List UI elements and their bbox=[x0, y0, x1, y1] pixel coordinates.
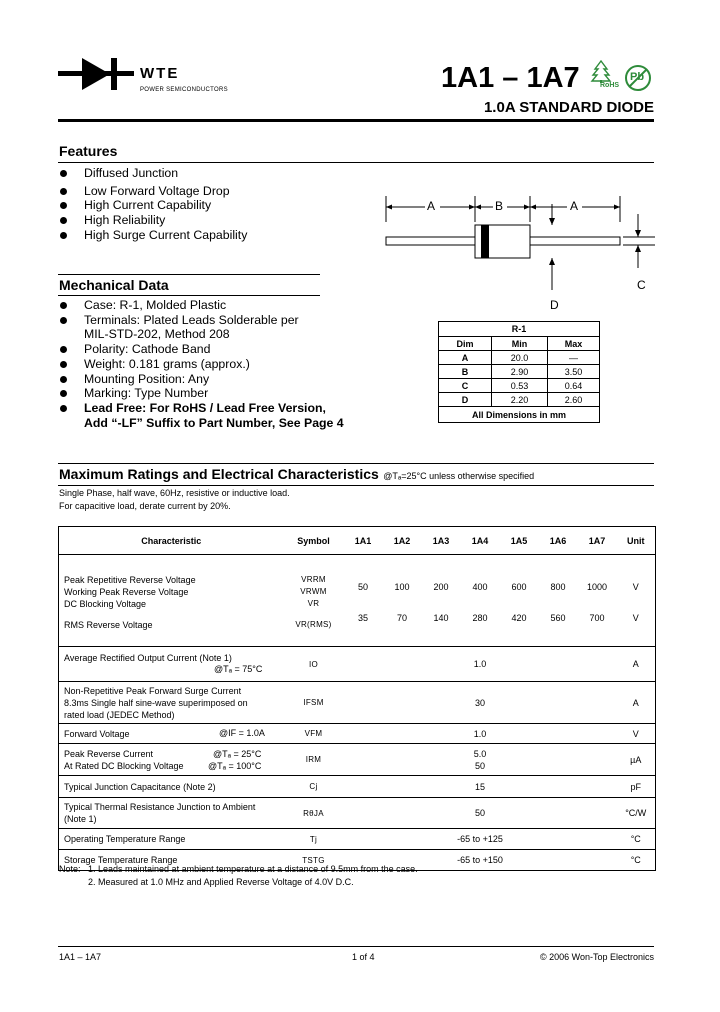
characteristic: DC Blocking Voltage bbox=[64, 599, 147, 609]
symbol: VRRM bbox=[301, 575, 326, 584]
list-item: Case: R-1, Molded Plastic bbox=[59, 298, 379, 313]
characteristic: Typical Junction Capacitance (Note 2) bbox=[59, 776, 284, 798]
value: 700 bbox=[589, 613, 605, 623]
table-row bbox=[59, 682, 656, 724]
unit: °C bbox=[617, 829, 656, 850]
table-row bbox=[439, 351, 600, 365]
list-item: MIL-STD-202, Method 208 bbox=[84, 327, 230, 342]
table-header-row bbox=[59, 527, 656, 555]
logo-name: WTE bbox=[140, 65, 180, 82]
condition: @Tₐ = 25°C bbox=[213, 749, 262, 759]
value: 140 bbox=[433, 613, 449, 623]
characteristic: Peak Repetitive Reverse Voltage bbox=[64, 575, 196, 585]
dimension-table bbox=[438, 321, 600, 423]
table-row bbox=[59, 776, 656, 798]
table-header: Symbol bbox=[284, 527, 344, 555]
pb-free-badge bbox=[624, 64, 654, 94]
dimension-table-footer: All Dimensions in mm bbox=[439, 407, 600, 423]
value: 280 bbox=[472, 613, 488, 623]
table-header: Min bbox=[492, 337, 548, 351]
table-header: 1A5 bbox=[500, 527, 539, 555]
package-diagram bbox=[380, 192, 655, 317]
characteristic: Working Peak Reverse Voltage bbox=[64, 587, 189, 597]
symbol: Cj bbox=[284, 776, 344, 798]
table-header: Characteristic bbox=[59, 527, 284, 555]
value: 1.0 bbox=[344, 647, 617, 682]
value: 50 bbox=[357, 582, 368, 592]
table-cell: 0.53 bbox=[492, 379, 548, 393]
table-cell: 3.50 bbox=[548, 365, 600, 379]
list-item: Polarity: Cathode Band bbox=[59, 342, 379, 357]
value: 560 bbox=[550, 613, 566, 623]
unit: µA bbox=[617, 744, 656, 776]
symbol: IFSM bbox=[284, 682, 344, 724]
list-item: Terminals: Plated Leads Solderable per bbox=[59, 313, 379, 328]
table-header: Unit bbox=[617, 527, 656, 555]
rohs-label: RoHS bbox=[600, 82, 620, 89]
value: 50 bbox=[474, 760, 485, 771]
rohs-badge bbox=[588, 60, 620, 94]
unit: °C/W bbox=[617, 798, 656, 829]
symbol: TSTG bbox=[284, 850, 344, 871]
table-header: 1A2 bbox=[383, 527, 422, 555]
list-item: Mounting Position: Any bbox=[59, 372, 379, 387]
list-item: Add “-LF” Suffix to Part Number, See Page 4 bbox=[84, 415, 344, 430]
table-cell: B bbox=[439, 365, 492, 379]
value: 35 bbox=[357, 613, 368, 623]
list-item: Diffused Junction bbox=[59, 166, 359, 181]
list-item: Lead Free: For RoHS / Lead Free Version, bbox=[59, 401, 379, 416]
footer-page-number: 1 of 4 bbox=[352, 952, 375, 962]
unit: pF bbox=[617, 776, 656, 798]
unit: °C bbox=[617, 850, 656, 871]
ratings-intro: For capacitive load, derate current by 20%. bbox=[59, 501, 231, 511]
symbol: IO bbox=[284, 647, 344, 682]
mechanical-title: Mechanical Data bbox=[59, 277, 169, 293]
symbol: VR(RMS) bbox=[295, 620, 332, 629]
table-header: 1A7 bbox=[578, 527, 617, 555]
dim-label-b: B bbox=[495, 199, 504, 213]
symbol: VRWM bbox=[300, 587, 327, 596]
ratings-rule-top bbox=[58, 463, 654, 464]
logo-tagline: POWER SEMICONDUCTORS bbox=[140, 87, 228, 93]
unit: V bbox=[632, 582, 639, 592]
features-title: Features bbox=[59, 143, 118, 159]
company-logo bbox=[58, 56, 228, 96]
ratings-heading bbox=[59, 466, 534, 484]
value: 50 bbox=[344, 798, 617, 829]
value: 200 bbox=[433, 582, 449, 592]
table-cell: 2.60 bbox=[548, 393, 600, 407]
characteristic: Average Rectified Output Current (Note 1) bbox=[64, 653, 232, 663]
table-header: 1A1 bbox=[344, 527, 383, 555]
characteristic: Peak Reverse Current bbox=[64, 748, 154, 759]
characteristic: RMS Reverse Voltage bbox=[64, 620, 153, 630]
features-rule bbox=[58, 162, 654, 163]
value: 30 bbox=[344, 682, 617, 724]
page-subtitle: 1.0A STANDARD DIODE bbox=[483, 99, 654, 116]
symbol: IRM bbox=[284, 744, 344, 776]
footer-rule bbox=[58, 946, 654, 947]
unit: A bbox=[617, 682, 656, 724]
symbol: RθJA bbox=[284, 798, 344, 829]
value: 1.0 bbox=[344, 724, 617, 744]
symbol: Tj bbox=[284, 829, 344, 850]
table-header: Dim bbox=[439, 337, 492, 351]
mechanical-list bbox=[59, 298, 379, 430]
footer-part-range: 1A1 – 1A7 bbox=[59, 952, 102, 962]
table-header: 1A6 bbox=[539, 527, 578, 555]
page-title: 1A1 – 1A7 bbox=[441, 62, 580, 94]
dim-label-d: D bbox=[550, 298, 559, 312]
header-rule bbox=[58, 119, 654, 122]
condition: @Tₐ = 75°C bbox=[214, 664, 263, 674]
table-row bbox=[439, 379, 600, 393]
table-header: Max bbox=[548, 337, 600, 351]
table-cell: 2.20 bbox=[492, 393, 548, 407]
table-cell: A bbox=[439, 351, 492, 365]
characteristic: (Note 1) bbox=[64, 814, 97, 824]
value: 5.0 bbox=[473, 748, 487, 759]
table-cell: D bbox=[439, 393, 492, 407]
characteristic: Non-Repetitive Peak Forward Surge Current bbox=[64, 685, 242, 696]
mechanical-rule bbox=[58, 274, 320, 275]
table-header: 1A4 bbox=[461, 527, 500, 555]
table-row bbox=[59, 724, 656, 744]
value: 600 bbox=[511, 582, 527, 592]
condition: @IF = 1.0A bbox=[219, 728, 265, 738]
table-row bbox=[59, 555, 656, 647]
dim-label-a: A bbox=[570, 199, 579, 213]
value: 400 bbox=[472, 582, 488, 592]
symbol: VFM bbox=[284, 724, 344, 744]
features-list bbox=[59, 166, 359, 243]
ratings-condition: @Tₐ=25°C unless otherwise specified bbox=[383, 471, 535, 481]
ratings-title: Maximum Ratings and Electrical Characteristics bbox=[59, 466, 379, 482]
list-item: Marking: Type Number bbox=[59, 386, 379, 401]
unit: V bbox=[617, 724, 656, 744]
value: 70 bbox=[396, 613, 407, 623]
table-cell: 2.90 bbox=[492, 365, 548, 379]
value: 1000 bbox=[586, 582, 608, 592]
list-item: Low Forward Voltage Drop bbox=[59, 184, 359, 199]
condition: @Tₐ = 100°C bbox=[208, 761, 262, 771]
notes-label: Note: bbox=[59, 864, 81, 874]
value: 420 bbox=[511, 613, 527, 623]
unit: V bbox=[632, 613, 639, 623]
pb-label: Pb bbox=[630, 71, 645, 83]
characteristic: Forward Voltage bbox=[64, 728, 130, 739]
r1-package-outline-icon bbox=[380, 192, 655, 317]
list-item: High Surge Current Capability bbox=[59, 228, 359, 243]
table-cell: — bbox=[548, 351, 600, 365]
note-item: 2. Measured at 1.0 MHz and Applied Reverse Voltage of 4.0V D.C. bbox=[88, 877, 354, 887]
note-item: 1. Leads maintained at ambient temperature at a distance of 9.5mm from the case. bbox=[88, 864, 418, 874]
value: 15 bbox=[344, 776, 617, 798]
table-row bbox=[59, 744, 656, 776]
characteristic: At Rated DC Blocking Voltage bbox=[64, 760, 184, 771]
symbol: VR bbox=[307, 599, 320, 608]
characteristic: Storage Temperature Range bbox=[59, 850, 284, 871]
list-item: High Reliability bbox=[59, 213, 359, 228]
value: -65 to +125 bbox=[344, 829, 617, 850]
dim-label-a: A bbox=[427, 199, 436, 213]
value: 800 bbox=[550, 582, 566, 592]
ratings-intro: Single Phase, half wave, 60Hz, resistive or inductive load. bbox=[59, 488, 290, 498]
mechanical-rule bbox=[58, 295, 320, 296]
table-cell: 20.0 bbox=[492, 351, 548, 365]
table-row bbox=[59, 647, 656, 682]
table-cell: 0.64 bbox=[548, 379, 600, 393]
table-row bbox=[59, 829, 656, 850]
characteristic: 8.3ms Single half sine-wave superimposed on bbox=[64, 697, 248, 708]
table-cell: C bbox=[439, 379, 492, 393]
dimension-table-title: R-1 bbox=[439, 322, 600, 337]
table-row bbox=[59, 798, 656, 829]
table-header: 1A3 bbox=[422, 527, 461, 555]
value: 100 bbox=[394, 582, 410, 592]
value: -65 to +150 bbox=[344, 850, 617, 871]
dim-label-c: C bbox=[637, 278, 646, 292]
characteristic: Operating Temperature Range bbox=[59, 829, 284, 850]
ratings-rule-bottom bbox=[58, 485, 654, 486]
rohs-tree-icon bbox=[590, 60, 612, 84]
table-row bbox=[439, 393, 600, 407]
characteristic: rated load (JEDEC Method) bbox=[64, 709, 175, 720]
footer-copyright: © 2006 Won-Top Electronics bbox=[539, 952, 654, 962]
list-item: High Current Capability bbox=[59, 198, 359, 213]
unit: A bbox=[617, 647, 656, 682]
diode-logo-icon bbox=[58, 56, 134, 94]
ratings-table bbox=[58, 526, 656, 871]
table-row bbox=[439, 365, 600, 379]
list-item: Weight: 0.181 grams (approx.) bbox=[59, 357, 379, 372]
characteristic: Typical Thermal Resistance Junction to Ambient bbox=[64, 802, 256, 812]
